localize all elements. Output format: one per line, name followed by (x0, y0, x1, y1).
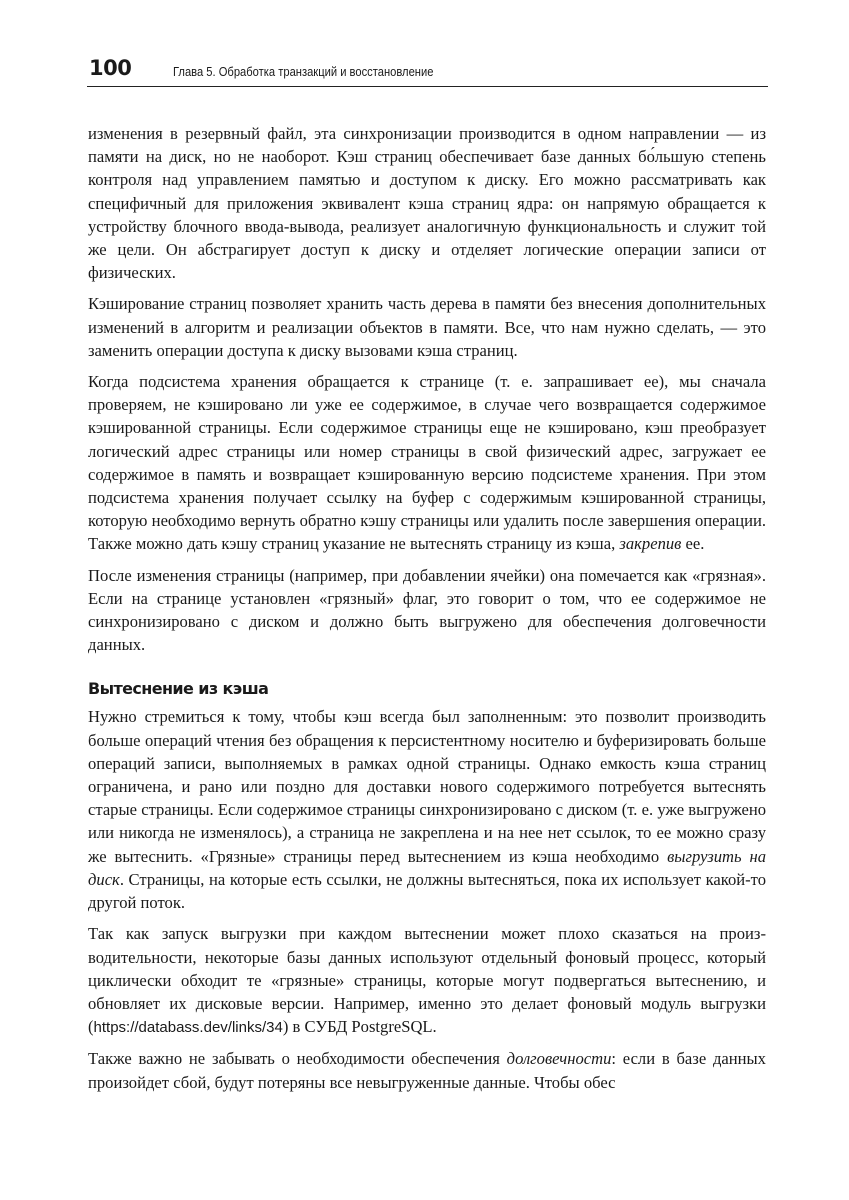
section-title: Вытеснение из кэша (88, 679, 269, 699)
running-head (87, 56, 768, 87)
term-pin: закрепив (619, 534, 682, 554)
paragraph-2: Кэширование страниц позволяет хранить часть дерева в памяти без внесения дополнительных изменений в алгоритм и реализации объектов в памяти. Все, что нам нужно сделать, — это заменить операции доступа к диску вызовами кэша страниц. (88, 294, 766, 360)
paragraph-6 (88, 922, 766, 1039)
paragraph-5-tail: . Страницы, на которые есть ссылки, не должны вытесняться, пока их использует какой-то другой поток. (88, 869, 766, 913)
paragraph-7-tail: : если в базе данных произойдет сбой, будут потеряны все невыгруженные данные. Чтобы обес (88, 1049, 766, 1092)
body-text (88, 122, 766, 1102)
paragraph-5 (88, 705, 766, 914)
paragraph-3-tail: ее. (681, 534, 705, 554)
paragraph-7-text: Также важно не забывать о необходимости обеспечения (88, 1049, 507, 1069)
paragraph-5-text: Нужно стремиться к тому, чтобы кэш всегда был заполненным: это позволит производить больше операций чтения без обращения к персистентному носителю и буферизировать больше операций записи, выполняемых в рамках одной страницы. Однако емкость кэша страниц ограничена, и рано или поздно для доставки нового содержимого потребуется вытеснять старые страницы. Если содержимое страницы синхронизировано с диском (т. е. уже выгружено или никогда не изменялось), а страница не закреплена и на нее нет ссылок, то ее можно сразу же вытеснить. «Грязные» страницы перед вытеснением из кэша необходимо (88, 707, 766, 866)
paragraph-6-tail: ) в СУБД PostgreSQL. (282, 1017, 437, 1037)
term-durability: долговечности (506, 1049, 612, 1069)
term-flush: выгрузить на диск (88, 846, 766, 889)
paragraph-3 (88, 370, 766, 556)
page-number: 100 (89, 56, 132, 80)
paragraph-3-text: Когда подсистема хранения обращается к странице (т. е. запрашивает ее), мы сначала проверяем, не кэшировано ли уже ее содержимое, в случае чего возвращается содержимое кэшированной страницы. Если содержимое страницы еще не кэшировано, кэш преобразует логический адрес страницы или номер страницы в свой физический адрес, загружает ее содержимое в память и возвращает кэшированную версию подсистеме хранения. При этом подсистема хранения получает ссылку на буфер с содержимым кэшированной страницы, которую необходимо вернуть обратно кэшу страницы или удалить после завершения операции. Также можно дать кэшу страниц указание не вытеснять страницу из кэша, (88, 372, 766, 554)
paragraph-6-text: Так как запуск выгрузки при каждом вытеснении может плохо сказаться на производительности, некоторые базы данных используют отдельный фоновый процесс, который циклически обходит те «грязные» страницы, которые могут подвергаться вытеснению, и обновляет их дисковые версии. Например, именно это делает фоновый модуль выгрузки ( (88, 924, 766, 1037)
paragraph-7 (88, 1047, 766, 1093)
paragraph-4: После изменения страницы (например, при добавлении ячейки) она помечается как «грязная». Если на странице установлен «грязный» флаг, это говорит о том, что ее содержимое не синхронизировано с диском и должно быть выгружено для обеспечения долговечности данных. (88, 565, 766, 655)
chapter-title: Глава 5. Обработка транзакций и восстановление (173, 64, 434, 79)
paragraph-1: изменения в резервный файл, эта синхронизации производится в одном направлении — из памяти на диск, но не наоборот. Кэш страниц обеспечивает базе данных бо́льшую степень контроля над управлением памятью и доступом к диску. Его можно рассматривать как специфичный для приложения эквивалент кэша страниц ядра: он напрямую обращается к устройству блочного ввода-вывода, реализует аналогичную функциональность и служит той же цели. Он абстрагирует доступ к диску и отделяет логические операции записи от физических. (88, 124, 766, 283)
reference-link[interactable]: https://databass.dev/links/34 (93, 1019, 283, 1037)
